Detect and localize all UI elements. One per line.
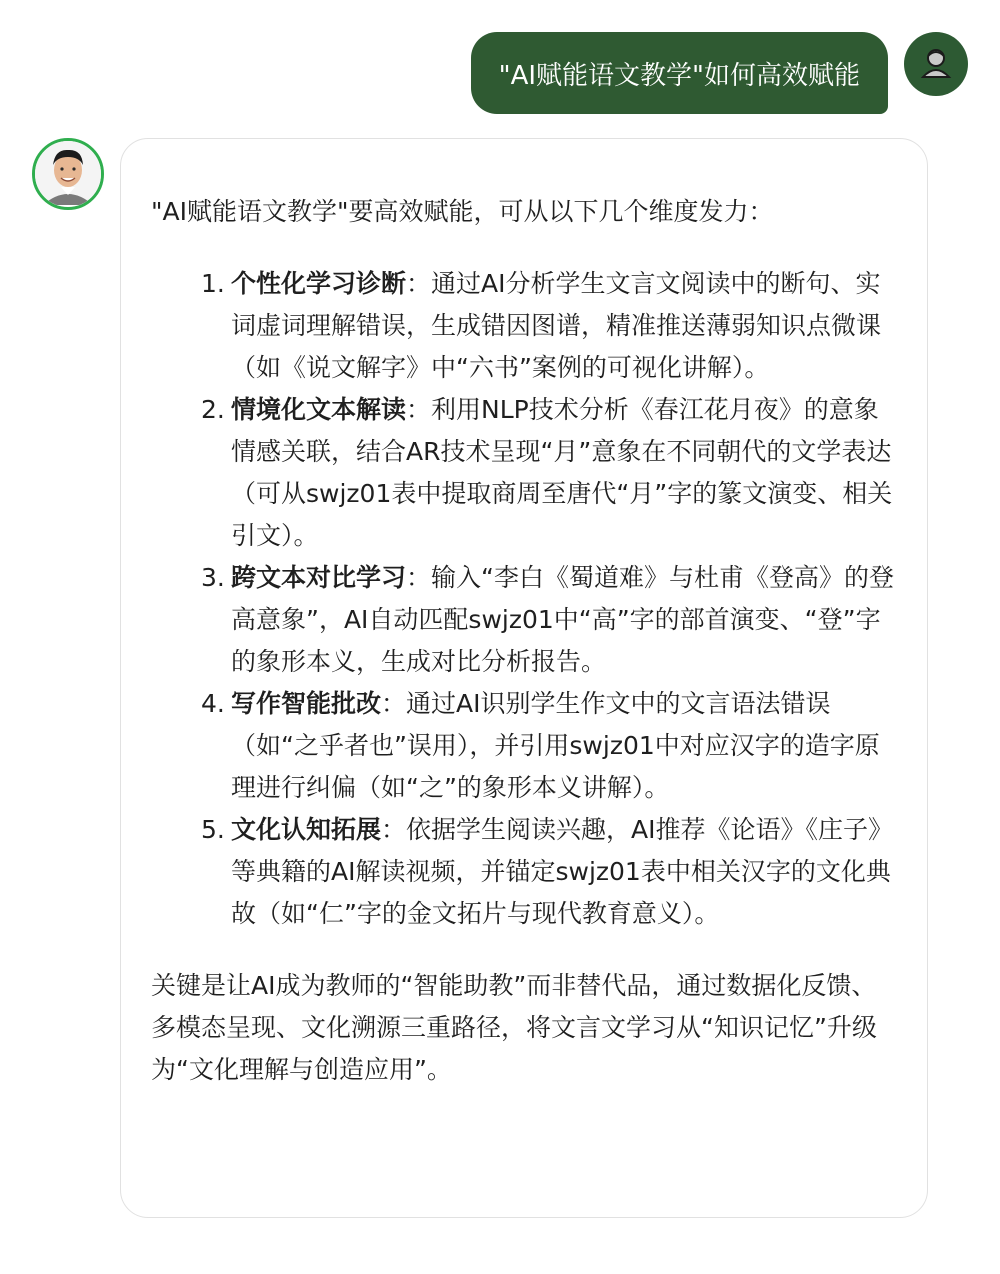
user-message-bubble	[471, 32, 888, 114]
list-item-text: ：输入“李白《蜀道难》与杜甫《登高》的登高意象”，AI自动匹配swjz01中“高”字的部首演变、“登”字的象形本义，生成对比分析报告。	[231, 563, 894, 676]
list-item-text: ：利用NLP技术分析《春江花月夜》的意象情感关联，结合AR技术呈现“月”意象在不同朝代的文学表达（可从swjz01表中提取商周至唐代“月”字的篆文演变、相关引文）。	[231, 395, 893, 550]
response-conclusion: 关键是让AI成为教师的“智能助教”而非替代品，通过数据化反馈、多模态呈现、文化溯源三重路径，将文言文学习从“知识记忆”升级为“文化理解与创造应用”。	[151, 971, 877, 1084]
user-avatar[interactable]	[904, 32, 968, 96]
list-item	[151, 557, 899, 683]
list-item-text: ：通过AI分析学生文言文阅读中的断句、实词虚词理解错误，生成错因图谱，精准推送薄弱知识点微课（如《说文解字》中“六书”案例的可视化讲解）。	[231, 269, 882, 382]
list-item-title: 写作智能批改	[231, 689, 382, 718]
assistant-message-card	[120, 138, 928, 1218]
list-item-number: 4.	[201, 689, 225, 718]
list-item	[151, 809, 899, 935]
strategy-list	[151, 263, 899, 935]
list-item	[151, 389, 899, 557]
list-item-number: 1.	[201, 269, 225, 298]
list-item-title: 情境化文本解读	[231, 395, 407, 424]
response-intro: "AI赋能语文教学"要高效赋能，可从以下几个维度发力：	[151, 197, 774, 226]
list-item-title: 文化认知拓展	[231, 815, 382, 844]
user-avatar-icon	[919, 45, 953, 83]
assistant-avatar[interactable]	[32, 138, 104, 210]
list-item-text: ：依据学生阅读兴趣，AI推荐《论语》《庄子》等典籍的AI解读视频，并锚定swjz01表中相关汉字的文化典故（如“仁”字的金文拓片与现代教育意义）。	[231, 815, 893, 928]
list-item-title: 跨文本对比学习	[231, 563, 407, 592]
list-item	[151, 263, 899, 389]
list-item-number: 3.	[201, 563, 225, 592]
list-item-text: ：通过AI识别学生作文中的文言语法错误（如“之乎者也”误用），并引用swjz01中对应汉字的造字原理进行纠偏（如“之”的象形本义讲解）。	[231, 689, 880, 802]
list-item-number: 2.	[201, 395, 225, 424]
list-item-title: 个性化学习诊断	[231, 269, 407, 298]
list-item-number: 5.	[201, 815, 225, 844]
assistant-avatar-icon	[35, 139, 101, 209]
list-item	[151, 683, 899, 809]
user-message-text: "AI赋能语文教学"如何高效赋能	[498, 60, 860, 91]
